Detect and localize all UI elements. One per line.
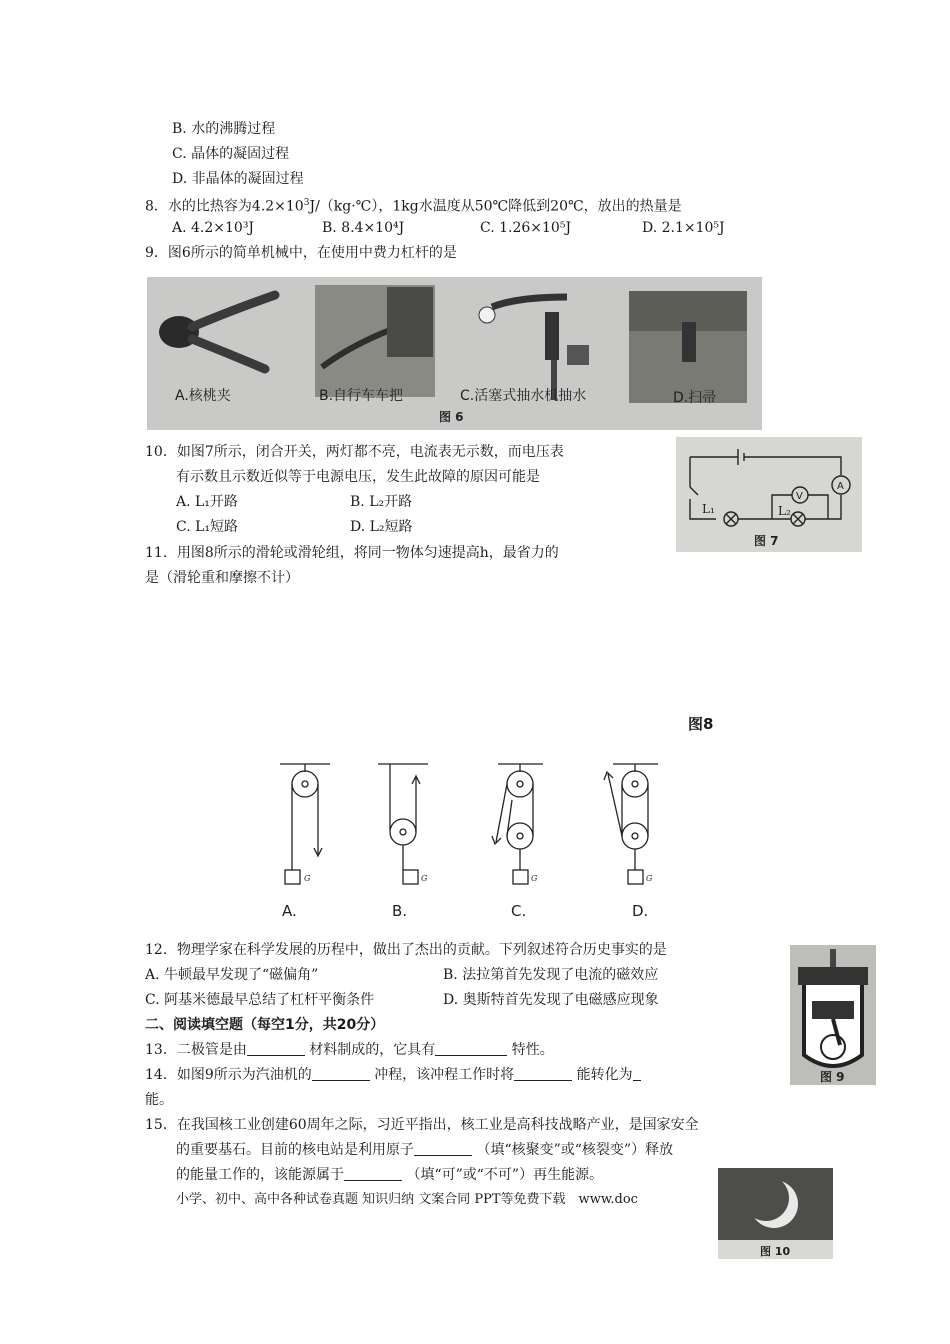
q8-option-c: C. 1.26×10⁵J [480, 220, 572, 236]
q14-blank-3[interactable] [633, 1066, 641, 1081]
q15-line3: 的能量工作的，该能源属于 （填“可”或“不可”）再生能源。 [176, 1167, 604, 1183]
q12-option-a: A. 牛顿最早发现了“磁偏角” [145, 967, 319, 983]
q10-option-c: C. L₁短路 [176, 519, 239, 535]
fig6-label-d: D.扫帚 [673, 390, 717, 406]
pulley-option-c: C. [511, 902, 527, 920]
figure-10-eclipse [718, 1168, 833, 1259]
fig10-caption: 图 10 [760, 1245, 791, 1258]
section2-title: 二、阅读填空题（每空1分，共20分） [145, 1017, 385, 1033]
q9-stem: 9．图6所示的简单机械中，在使用中费力杠杆的是 [145, 245, 457, 261]
q11-line2: 是（滑轮重和摩擦不计） [145, 570, 299, 586]
q11-line1: 11．用图8所示的滑轮或滑轮组，将同一物体匀速提高h，最省力的 [145, 545, 559, 561]
q13-blank-1[interactable] [247, 1041, 305, 1056]
q14-blank-1[interactable] [312, 1066, 370, 1081]
q12-option-c: C. 阿基米德最早总结了杠杆平衡条件 [145, 992, 375, 1008]
weight-label-b: G [421, 874, 428, 883]
q15-blank-1[interactable] [414, 1141, 472, 1156]
fig6-label-a: A.核桃夹 [175, 388, 231, 404]
weight-label-c: G [531, 874, 538, 883]
figure-7-circuit [676, 437, 862, 552]
figure-8-pulleys [268, 760, 668, 922]
q14: 14．如图9所示为汽油机的 冲程，该冲程工作时将 能转化为 [145, 1065, 641, 1085]
ammeter-label: A [837, 481, 844, 492]
weight-label-d: G [646, 874, 653, 883]
q14-blank-2[interactable] [514, 1066, 572, 1081]
figure-9-engine [790, 945, 876, 1085]
pulley-option-a: A. [282, 902, 297, 920]
fig6-label-b: B.自行车车把 [319, 388, 404, 404]
fig7-caption: 图 7 [754, 534, 779, 548]
fig9-caption: 图 9 [820, 1070, 845, 1084]
nutcracker-image [159, 295, 275, 369]
q10-option-d: D. L₂短路 [350, 519, 413, 535]
q8-option-d: D. 2.1×10⁵J [642, 220, 725, 236]
fig8-caption: 图8 [688, 715, 714, 733]
lamp2-label: L₂ [778, 504, 791, 518]
q8-option-a: A. 4.2×10³J [172, 220, 255, 236]
figure-6 [147, 277, 762, 430]
fig6-label-c: C.活塞式抽水机抽水 [460, 388, 587, 404]
fig6-caption: 图 6 [439, 410, 464, 424]
footer-text: 小学、初中、高中各种试卷真题 知识归纳 文案合同 PPT等免费下载 www.doc [176, 1192, 638, 1207]
q15-line1: 15．在我国核工业创建60周年之际，习近平指出，核工业是高科技战略产业，是国家安全 [145, 1117, 699, 1133]
q10-line1: 10．如图7所示，闭合开关，两灯都不亮，电流表无示数，而电压表 [145, 444, 564, 460]
voltmeter-label: V [796, 491, 803, 502]
q7-option-d: D. 非晶体的凝固过程 [172, 171, 304, 187]
q8-stem: 8．水的比热容为$4.2\times 10^3J/(kg\cdot℃)$，1kg水温度从50℃降低到20℃，放出的热量是 [145, 198, 682, 215]
q7-option-b: B. 水的沸腾过程 [172, 121, 276, 137]
q13: 13．二极管是由 材料制成的，它具有 特性。 [145, 1042, 554, 1058]
weight-label-a: G [304, 874, 311, 883]
pulley-option-d: D. [632, 902, 649, 920]
pulley-option-b: B. [392, 902, 408, 920]
q10-line2: 有示数且示数近似等于电源电压，发生此故障的原因可能是 [176, 469, 540, 485]
q8-option-b: B. 8.4×10⁴J [322, 220, 405, 236]
q15-line2: 的重要基石。目前的核电站是利用原子 （填“核聚变”或“核裂变”）释放 [176, 1142, 674, 1158]
lamp1-label: L₁ [702, 502, 715, 516]
q14-end: 能。 [145, 1092, 173, 1108]
q7-option-c: C. 晶体的凝固过程 [172, 146, 290, 162]
q10-option-b: B. L₂开路 [350, 494, 413, 510]
q13-blank-2[interactable] [435, 1041, 507, 1056]
q12-option-b: B. 法拉第首先发现了电流的磁效应 [443, 967, 659, 983]
q12-stem: 12．物理学家在科学发展的历程中，做出了杰出的贡献。下列叙述符合历史事实的是 [145, 942, 667, 958]
q10-option-a: A. L₁开路 [176, 494, 238, 510]
q15-blank-2[interactable] [344, 1166, 402, 1181]
q12-option-d: D. 奥斯特首先发现了电磁感应现象 [443, 992, 659, 1008]
